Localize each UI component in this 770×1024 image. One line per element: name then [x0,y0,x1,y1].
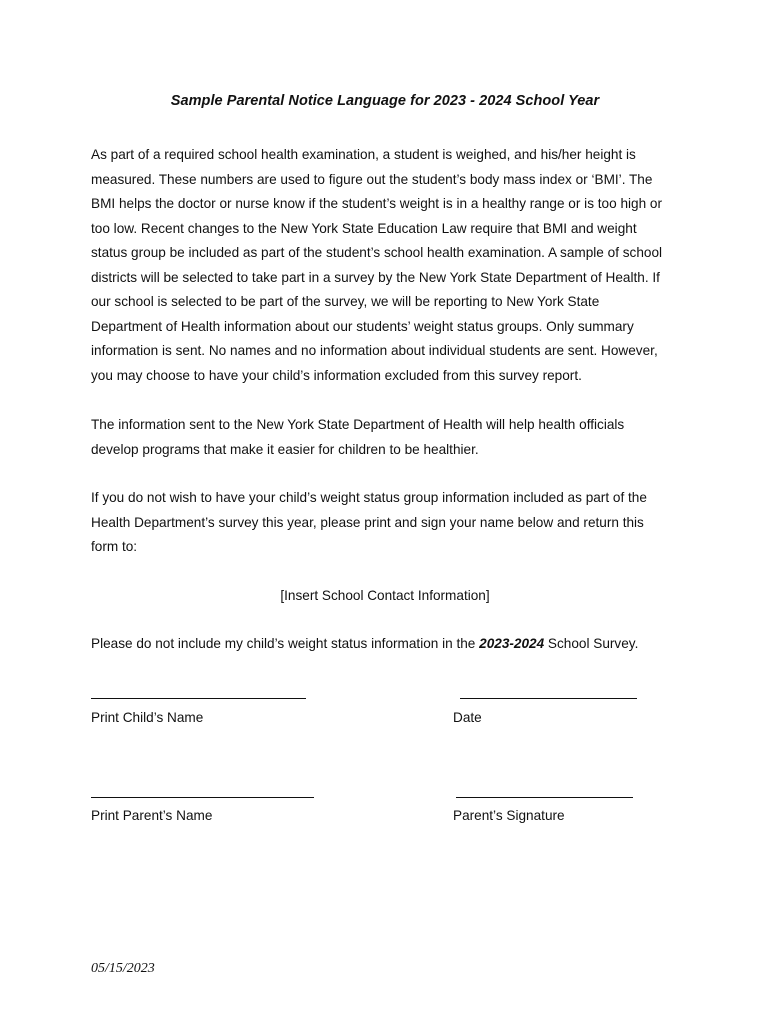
document-title: Sample Parental Notice Language for 2023 - 2024 School Year [170,93,600,109]
date-label: Date [453,710,482,725]
paragraph-line: you may choose to have your child’s information excluded from this survey report. [91,367,582,383]
paragraph-health-officials [91,413,691,462]
paragraph-bmi-explanation [91,143,691,388]
school-contact-placeholder: [Insert School Contact Information] [280,588,490,603]
parent-signature-label: Parent’s Signature [453,808,565,823]
consent-statement [91,636,638,651]
parent-name-label: Print Parent’s Name [91,808,213,823]
paragraph-line: districts will be selected to take part in a survey by the New York State Department of Health. If [91,269,660,285]
paragraph-line: develop programs that make it easier for children to be healthier. [91,441,479,457]
parent-name-line[interactable] [91,797,314,798]
consent-year: 2023-2024 [479,636,545,651]
paragraph-line: The information sent to the New York State Department of Health will help health officials [91,417,625,432]
paragraph-line: too low. Recent changes to the New York State Education Law require that BMI and weight [91,220,637,236]
child-name-label: Print Child’s Name [91,710,204,725]
child-name-line[interactable] [91,698,306,699]
parent-signature-line[interactable] [456,797,633,798]
date-line[interactable] [460,698,637,699]
footer-date: 05/15/2023 [91,961,155,976]
paragraph-line: Department of Health information about our students’ weight status groups. Only summary [91,318,634,334]
paragraph-line: information is sent. No names and no information about individual students are sent. However, [91,343,658,358]
paragraph-line: status group be included as part of the student’s school health examination. A sample of school [91,245,663,260]
paragraph-line: Health Department’s survey this year, please print and sign your name below and return this [91,514,644,530]
paragraph-line: If you do not wish to have your child’s weight status group information included as part of the [91,490,647,505]
paragraph-line: As part of a required school health examination, a student is weighed, and his/her height is [91,147,636,162]
paragraph-line: form to: [91,539,138,554]
paragraph-opt-out-instructions [91,486,691,560]
paragraph-line: our school is selected to be part of the survey, we will be reporting to New York State [91,294,600,309]
consent-suffix: School Survey. [544,636,639,651]
paragraph-line: BMI helps the doctor or nurse know if the student’s weight is in a healthy range or is too high or [91,196,663,211]
consent-prefix: Please do not include my child’s weight status information in the [91,636,480,651]
paragraph-line: measured. These numbers are used to figure out the student’s body mass index or ‘BMI’. The [91,171,653,187]
